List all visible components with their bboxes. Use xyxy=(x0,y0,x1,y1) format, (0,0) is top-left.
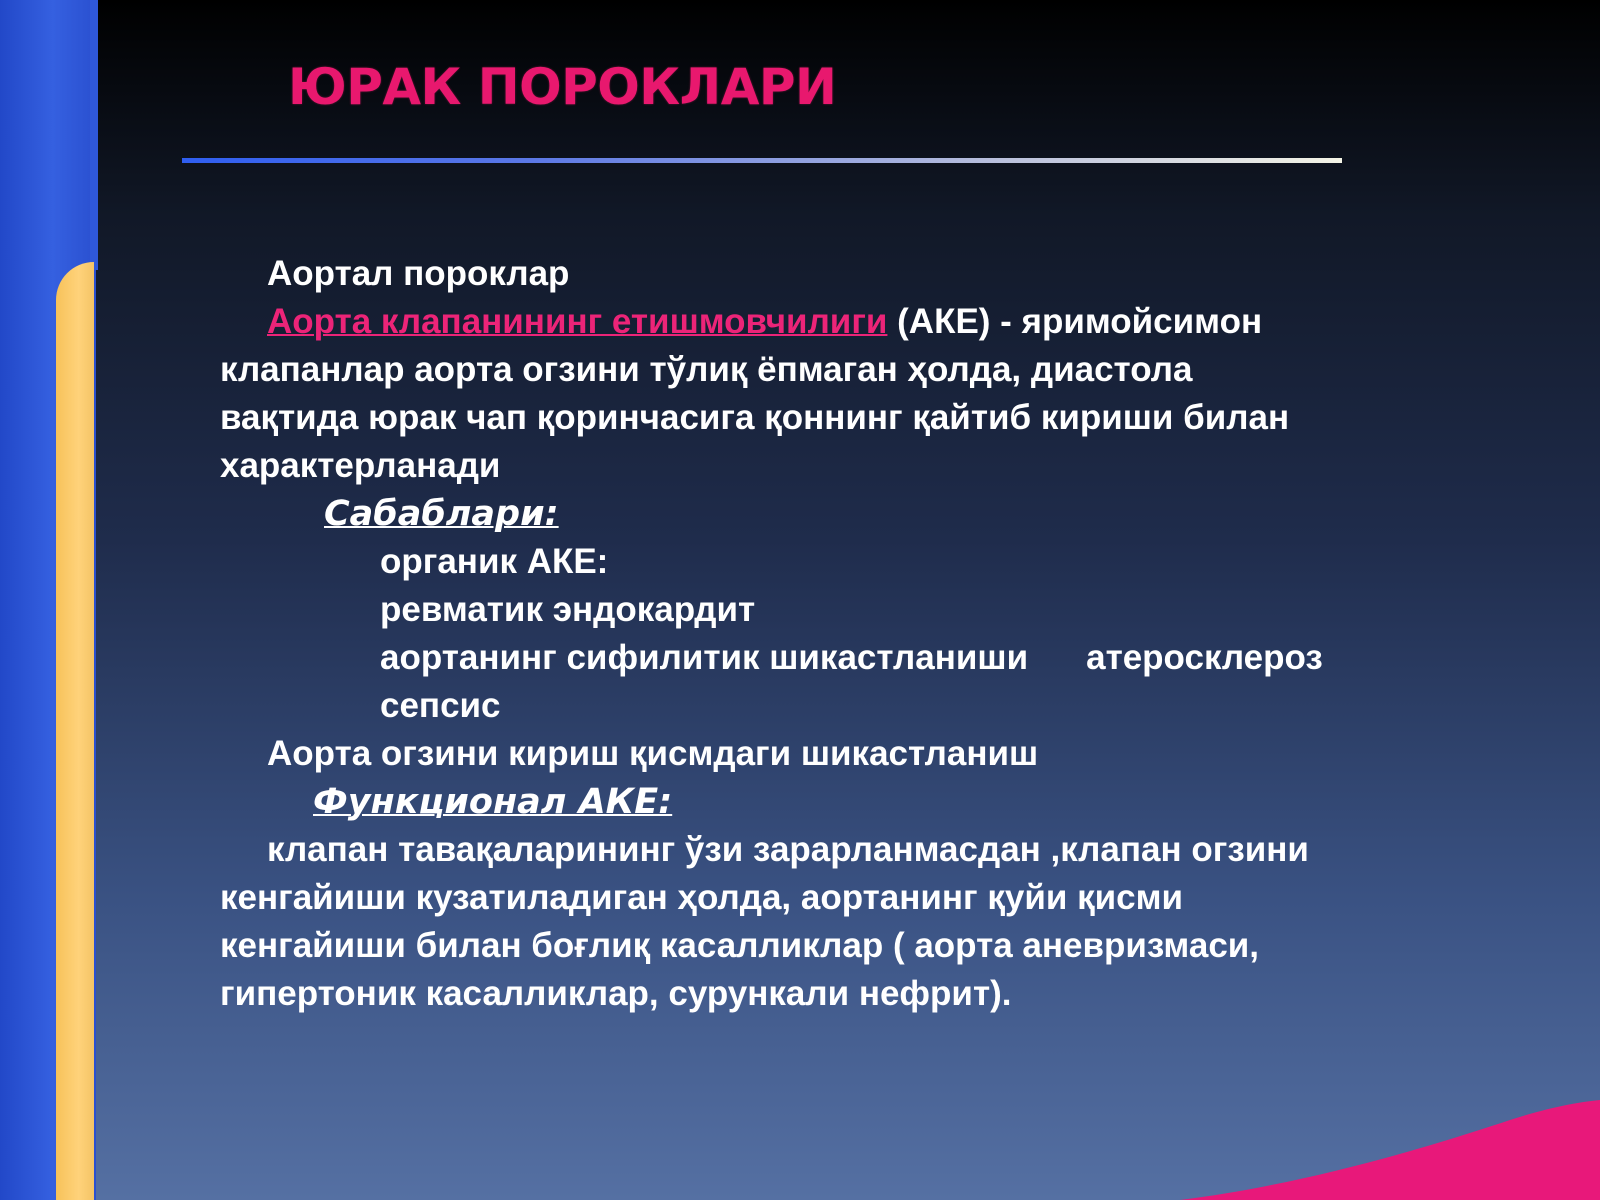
side-bar-yellow xyxy=(56,262,94,1200)
definition-line-3: вақтида юрак чап қоринчасига қоннинг қайтиб кириши билан xyxy=(220,398,1290,437)
cause-sepsis: сепсис xyxy=(380,686,501,725)
slide-body xyxy=(220,250,1520,1018)
functional-line-2: кенгайиши кузатиладиган ҳолда, аортанинг қуйи қисми xyxy=(220,878,1183,917)
definition-line-2: клапанлар аорта огзини тўлиқ ёпмаган ҳолда, диастола xyxy=(220,350,1193,389)
slide-title: ЮРАК ПОРОКЛАРИ xyxy=(288,58,837,116)
causes-label: Сабаблари: xyxy=(324,494,559,534)
functional-label-row xyxy=(220,778,1520,826)
definition-continuation: (АКЕ) - яримойсимон xyxy=(887,302,1263,341)
heading-aortic-defects: Аортал пороклар xyxy=(267,254,570,293)
side-bar-edge xyxy=(90,0,98,270)
cause-rheumatic: ревматик эндокардит xyxy=(380,590,756,629)
definition-line-1 xyxy=(220,298,1520,346)
cause-organic: органик АКЕ: xyxy=(380,542,609,581)
cause-aortic-entry: Аорта огзини кириш қисмдаги шикастланиш xyxy=(267,734,1039,773)
title-underline xyxy=(182,158,1342,163)
definition-line-4: характерланади xyxy=(220,446,501,485)
functional-label: Функционал АКЕ: xyxy=(313,782,673,822)
aortic-insufficiency-link[interactable]: Аорта клапанининг етишмовчилиги xyxy=(267,302,888,341)
cause-syphilitic-row xyxy=(220,634,1520,682)
cause-syphilitic: аортанинг сифилитик шикастланиши xyxy=(380,638,1029,677)
functional-line-3: кенгайиши билан боғлиқ касалликлар ( аорта аневризмаси, xyxy=(220,926,1260,965)
functional-line-1: клапан тавақаларининг ўзи зарарланмасдан ,клапан огзини xyxy=(267,830,1309,869)
cause-atherosclerosis: атеросклероз xyxy=(1086,638,1323,677)
decorative-wave xyxy=(1180,1090,1600,1200)
functional-line-4: гипертоник касалликлар, сурункали нефрит). xyxy=(220,974,1012,1013)
causes-label-row xyxy=(220,490,1520,538)
